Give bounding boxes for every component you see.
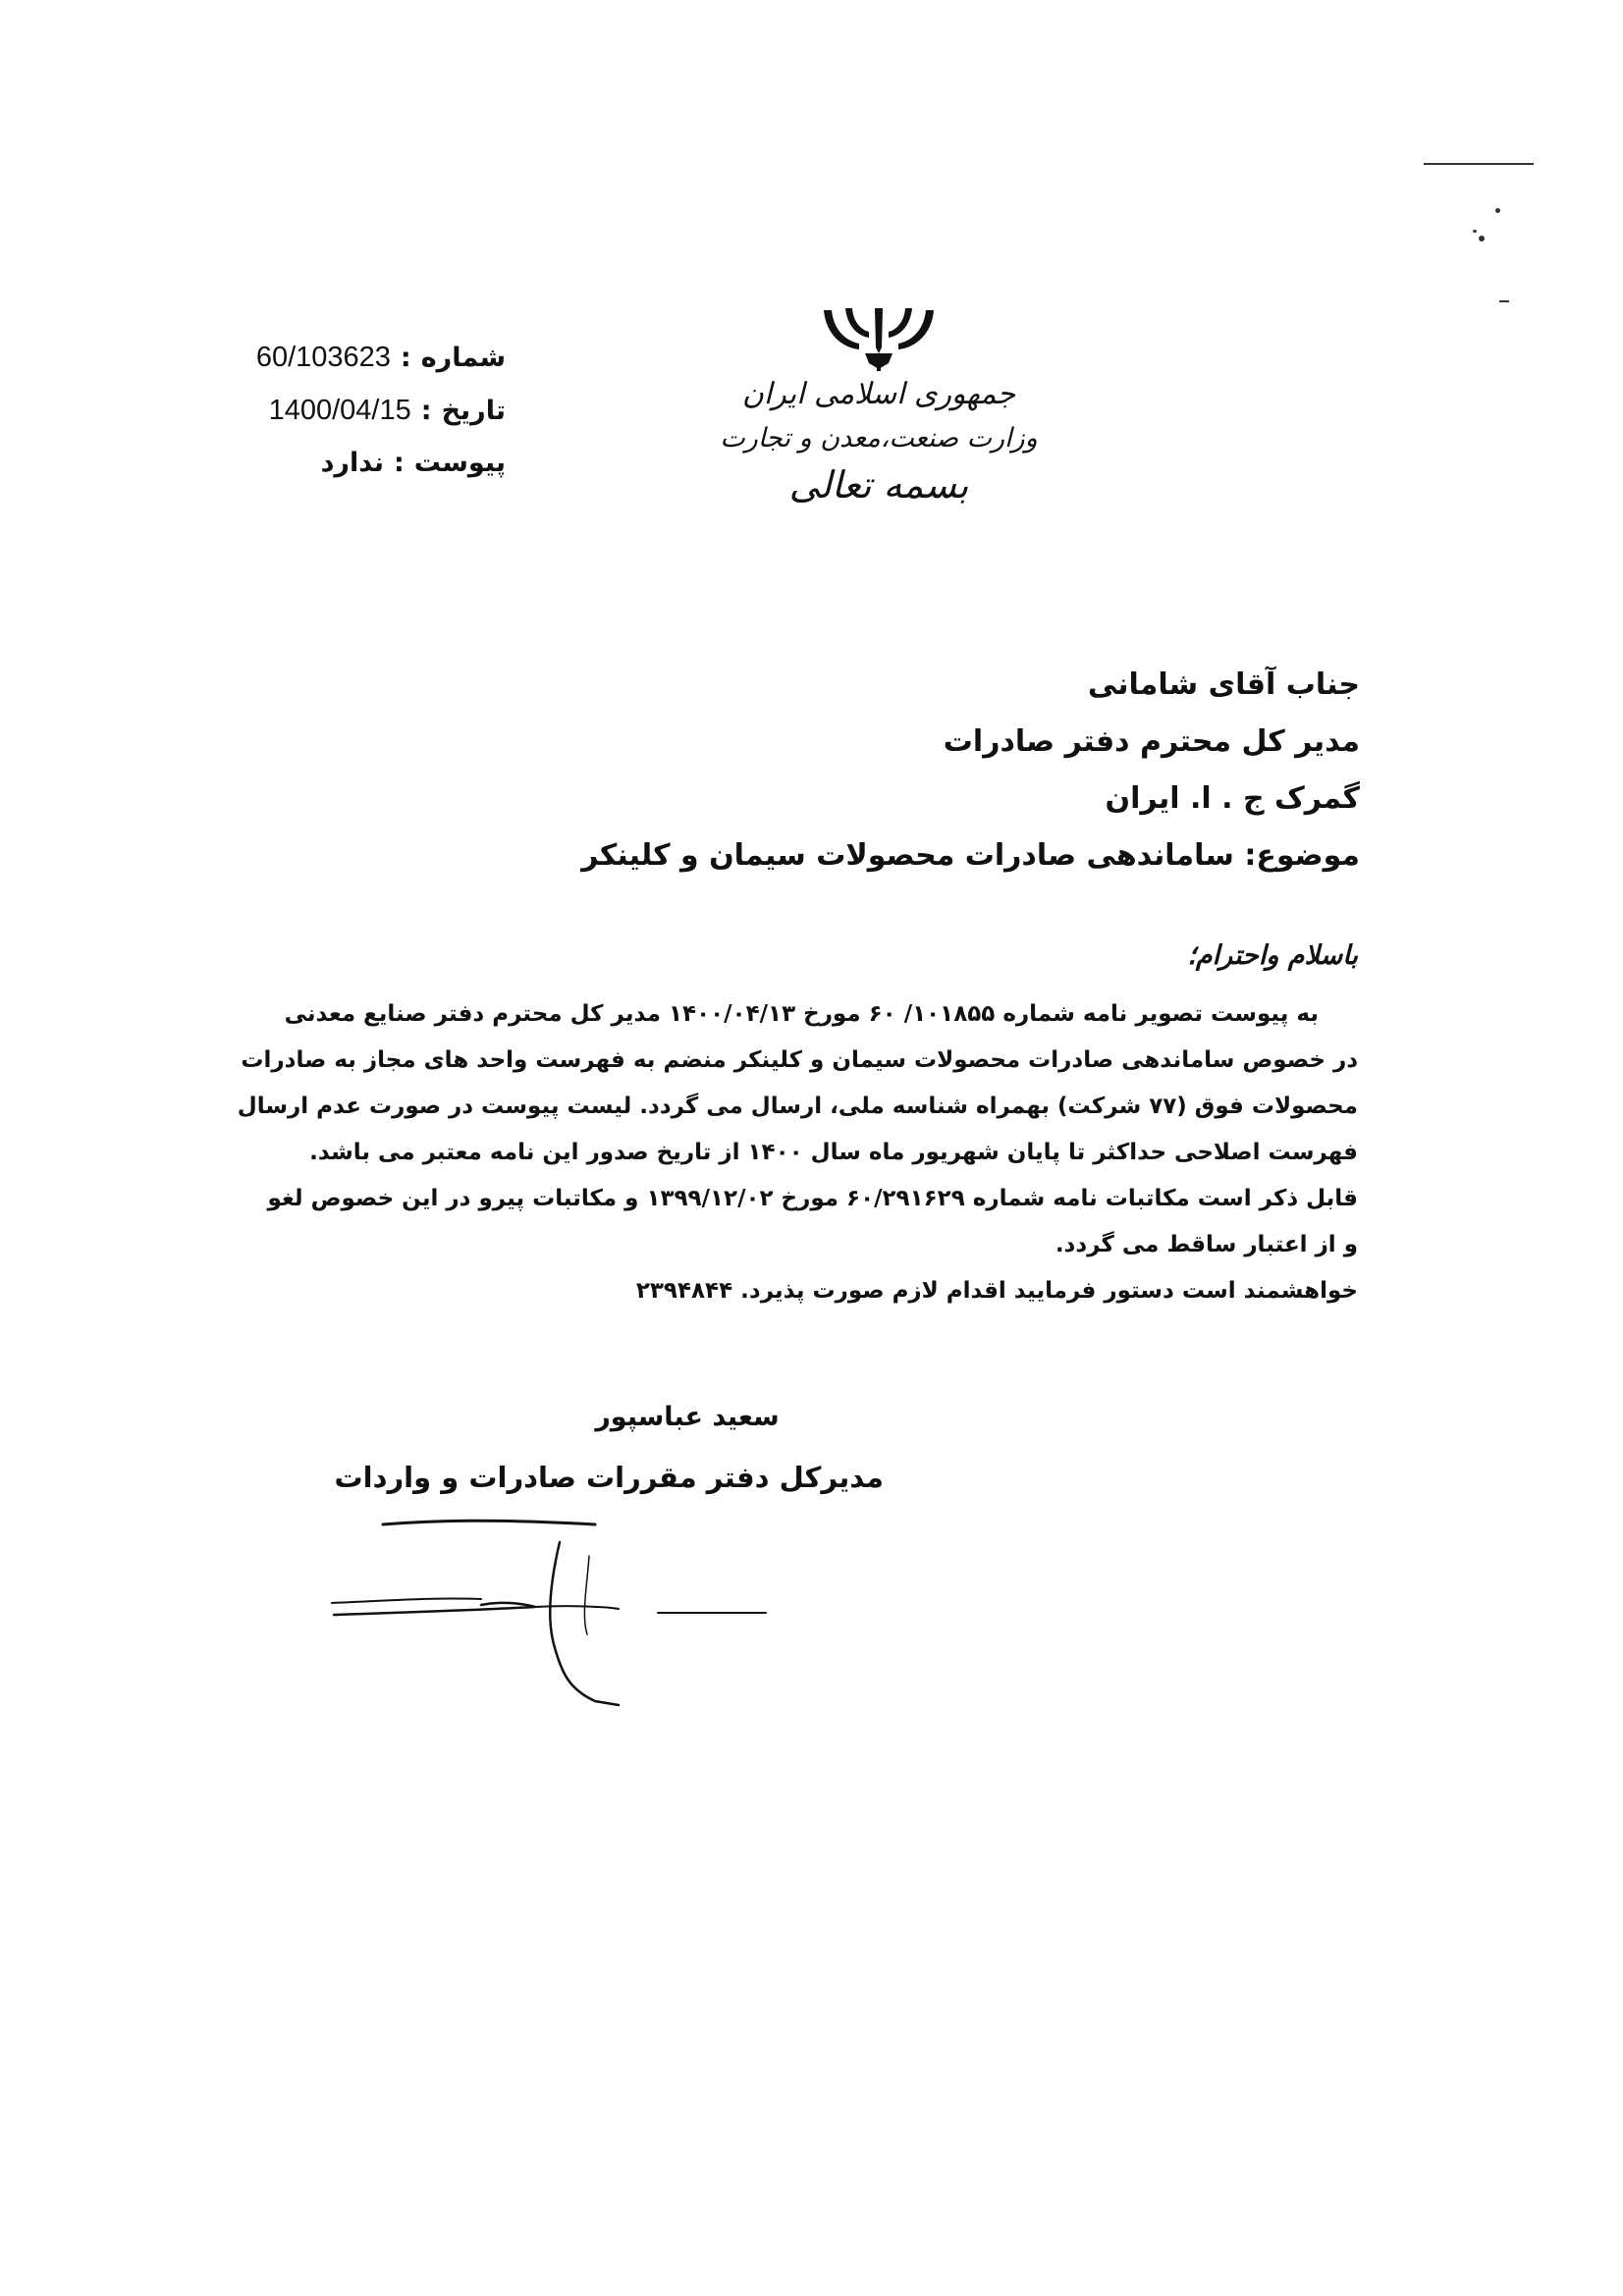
addressee-organization: گمرک ج . ا. ایران <box>1105 781 1360 816</box>
meta-colon: : <box>393 448 405 478</box>
letterhead-ministry: وزارت صنعت،معدن و تجارت <box>720 423 1038 454</box>
scan-mark-dot <box>1479 236 1485 241</box>
meta-colon: : <box>400 343 411 373</box>
letter-number-value: 60/103623 <box>255 342 391 373</box>
addressee-position: مدیر کل محترم دفتر صادرات <box>943 724 1360 759</box>
body-line: قابل ذکر است مکاتبات نامه شماره ۶۰/۲۹۱۶۲۹ مورخ ۱۳۹۹/۱۲/۰۲ و مکاتبات پیرو در این خصوص لغو <box>267 1186 1358 1211</box>
letter-number-label: شماره <box>420 343 506 373</box>
signatory-name: سعید عباسپور <box>595 1402 780 1432</box>
body-line: فهرست اصلاحی حداکثر تا پایان شهریور ماه سال ۱۴۰۰ از تاریخ صدور این نامه معتبر می باشد. <box>309 1140 1358 1165</box>
letter-body <box>237 991 1358 1314</box>
letter-number-row <box>250 342 506 395</box>
letter-meta <box>250 342 506 501</box>
greeting: باسلام واحترام؛ <box>1187 940 1358 971</box>
letterhead-basmala: بسمه تعالی <box>788 463 969 507</box>
handwritten-signature-icon <box>324 1517 795 1733</box>
letterhead <box>717 304 1041 507</box>
signatory-title: مدیرکل دفتر مقررات صادرات و واردات <box>334 1461 884 1494</box>
letter-attachment-row <box>250 448 506 501</box>
scan-mark-line <box>1424 163 1534 165</box>
body-line: محصولات فوق (۷۷ شرکت) بهمراه شناسه ملی، ارسال می گردد. لیست پیوست در صورت عدم ارسال <box>237 1094 1358 1119</box>
letter-date-row <box>250 395 506 448</box>
body-line: به پیوست تصویر نامه شماره ۱۰۱۸۵۵/ ۶۰ مورخ ۱۴۰۰/۰۴/۱۳ مدیر کل محترم دفتر صنایع معدنی <box>284 1001 1319 1027</box>
letter-attachment-value: ندارد <box>320 448 384 478</box>
scan-mark-dot <box>1473 230 1477 233</box>
meta-colon: : <box>420 396 432 426</box>
iran-emblem-icon <box>820 304 938 373</box>
body-line: در خصوص ساماندهی صادرات محصولات سیمان و کلینکر منضم به فهرست واحد های مجاز به صادرات <box>241 1047 1358 1073</box>
letter-subject: موضوع: ساماندهی صادرات محصولات سیمان و کلینکر <box>581 838 1360 873</box>
letter-attachment-label: پیوست <box>413 448 506 478</box>
signature-block <box>334 1402 884 1494</box>
body-line: و از اعتبار ساقط می گردد. <box>1055 1232 1358 1257</box>
body-line: خواهشمند است دستور فرمایید اقدام لازم صورت پذیرد. ۲۳۹۴۸۴۴ <box>635 1278 1358 1304</box>
addressee-block <box>476 667 1360 895</box>
letter-date-value: 1400/04/15 <box>268 395 411 426</box>
scan-mark-dot <box>1495 208 1500 213</box>
addressee-name: جناب آقای شامانی <box>1087 667 1360 702</box>
letter-date-label: تاریخ <box>441 396 506 426</box>
scan-mark-line <box>1499 300 1509 302</box>
letterhead-country: جمهوری اسلامی ایران <box>741 377 1016 411</box>
